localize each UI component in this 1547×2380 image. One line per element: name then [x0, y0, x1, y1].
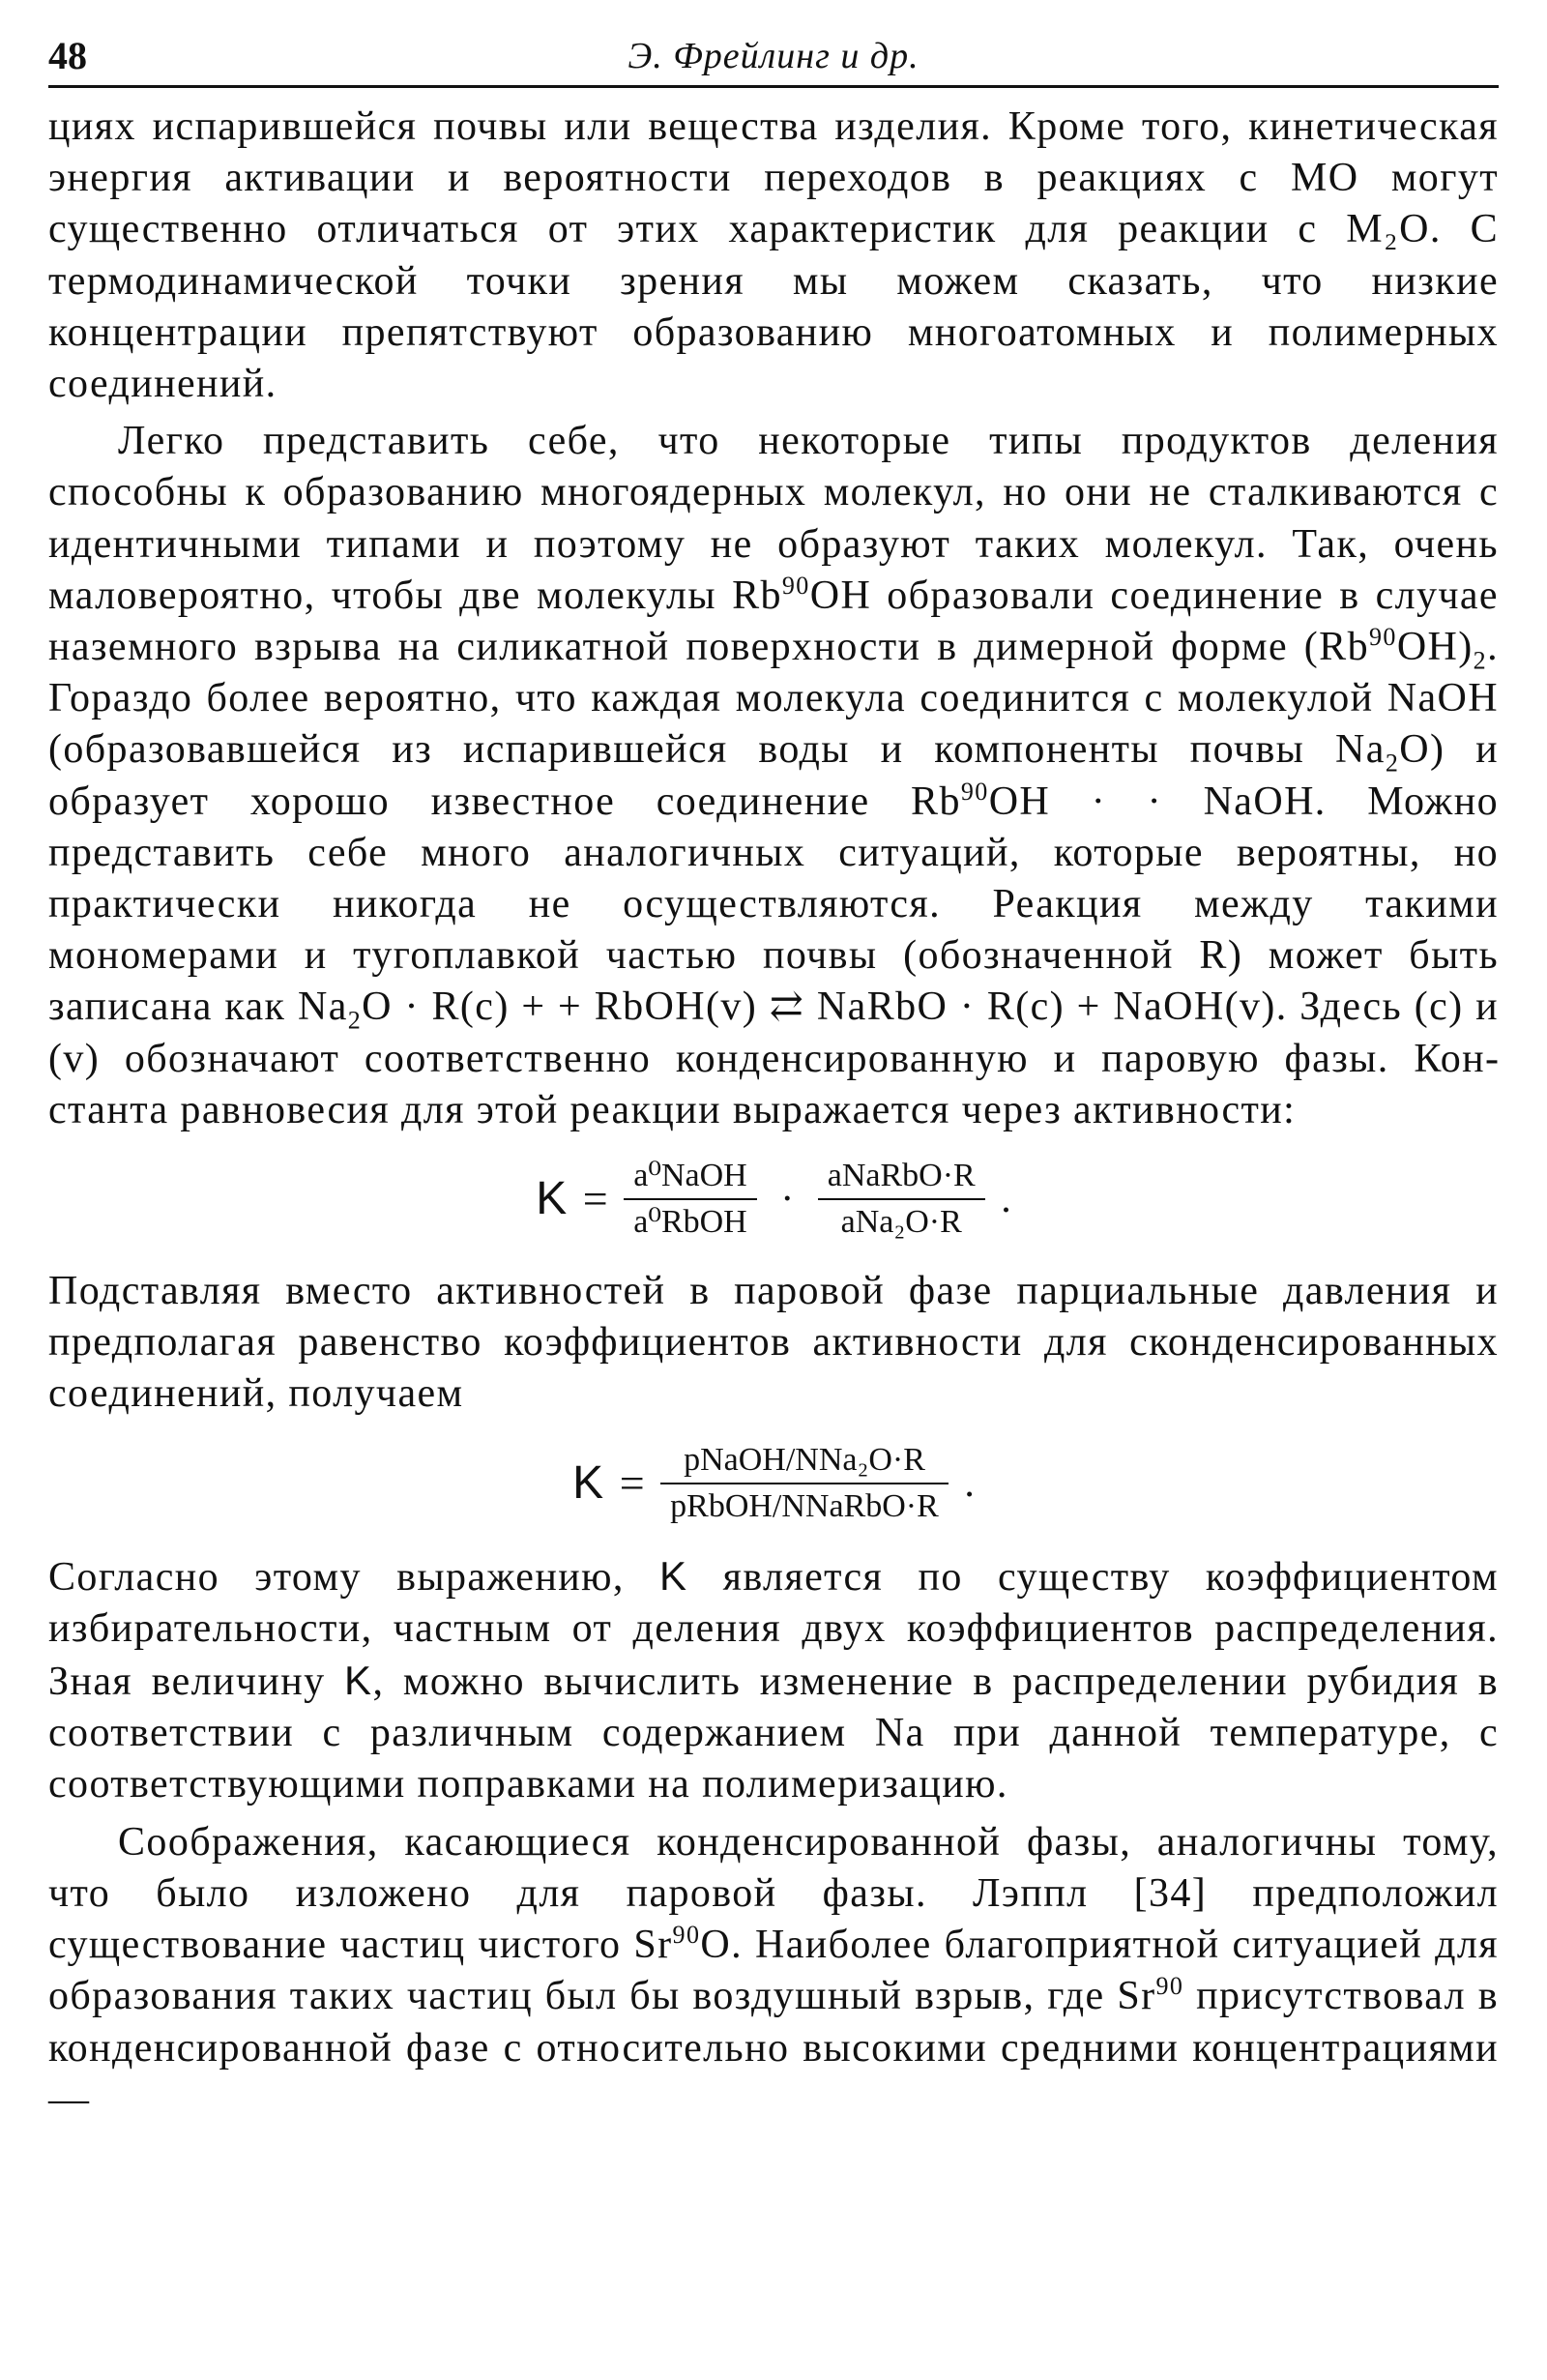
running-head: Э. Фрейлинг и др.: [628, 36, 919, 76]
paragraph-4: [48, 1550, 1499, 1811]
formula-equals: =: [582, 1174, 608, 1224]
formula-equals: =: [619, 1457, 645, 1508]
fraction-vapor-activities: [624, 1160, 757, 1239]
isotope-superscript: 90: [1368, 623, 1397, 652]
paragraph-5-text: O. Наиболее благоприятной ситуацией для образования таких частиц был бы воздушный взрыв, где Sr: [48, 1923, 1499, 2019]
constant-k: K: [659, 1552, 688, 1599]
paragraph-2-text: OH · · NaOH. Можно представить себе много аналогичных ситуаций, которые вероятны, но практически никогда не осуществляются. Реакция между такими мономерами и тугоплавкой частью почвы (обозначенной R) может быть записана как Na: [48, 779, 1499, 1030]
constant-k: K: [344, 1658, 373, 1704]
subscript: 2: [347, 1006, 363, 1035]
isotope-superscript: 90: [781, 571, 810, 600]
paragraph-2-text: O · R(c) + + RbOH(v) ⇄ NaRbO · R(c) + NaOH(v). Здесь (c) и (v) обозначают соответственно конденсированную и паровую фазы. Константа равновесия для этой реакции выражается через активности:: [48, 984, 1499, 1132]
subscript: 2: [1473, 646, 1488, 675]
isotope-superscript: 90: [960, 777, 989, 806]
fraction-numerator: pNaOH/NNa₂O·R: [684, 1441, 925, 1478]
paragraph-5-text: Соображения, касающиеся конденсированной фазы, аналогичны тому, что было изложено для паровой фазы. Лэппл [34] предположил существование частиц чистого Sr: [48, 1819, 1499, 1968]
page-number: 48: [48, 34, 87, 77]
paragraph-2-text: OH образовали соединение в случае наземного взрыва на силикатной поверхности в димерной форме (Rb: [48, 573, 1499, 670]
fraction-condensed-activities: [818, 1160, 985, 1239]
book-page: [48, 21, 1499, 2126]
formula-lhs: K: [572, 1456, 604, 1509]
paragraph-4-text: является по существу коэффициентом избирательности, частным от деления двух коэффициентов распределения. Зная величину: [48, 1554, 1499, 1705]
subscript: 2: [1385, 749, 1400, 778]
fraction-numerator: aNaRbO·R: [827, 1158, 976, 1194]
fraction-denominator: a⁰RbOH: [624, 1198, 757, 1239]
paragraph-3: Подставляя вместо активностей в паровой фазе парциальные давления и предполагая равенство коэффициентов активности для сконденсированных соединений, получаем: [48, 1269, 1499, 1417]
fraction-denominator: pRbOH/NNaRbO·R: [660, 1483, 949, 1523]
paragraph-2: [48, 416, 1499, 1136]
isotope-superscript: 90: [1155, 1972, 1184, 2001]
formula-period: .: [964, 1460, 975, 1506]
formula-lhs: K: [536, 1173, 568, 1225]
paragraph-2-text: OH): [1396, 625, 1474, 670]
partial-pressure-formula: [48, 1441, 1499, 1524]
paragraph-5: [48, 1817, 1499, 2126]
paragraph-2-text: Легко представить себе, что некоторые типы продуктов деления способны к образованию многоядерных молекул, но они не сталкиваются с идентичными типами и поэтому не образуют таких молекул. Так, очень маловероятно, чтобы две молекулы Rb: [48, 419, 1499, 618]
fraction-pressure-ratio: [660, 1441, 949, 1524]
paragraph-1: циях испарившейся почвы или вещества изделия. Кроме того, кинетическая энергия активации и вероятности переходов в реакциях с МО могут существенно отличаться от этих характеристик для реакции с M₂O. С термодинамической точки зрения мы можем сказать, что низкие концентрации препятствуют образованию многоатомных и полимерных соединений.: [48, 104, 1499, 407]
paragraph-4-text: , можно вычислить изменение в распределении рубидия в соответствии с различным содержанием Na при данной температуре, с соответствующими поправками на полимеризацию.: [48, 1660, 1499, 1807]
formula-multiply-dot: ·: [780, 1177, 795, 1222]
paragraph-2-text: . Гораздо более вероятно, что каждая молекула соединится с молекулой NaOH (образовавшейся из испарившейся воды и компоненты почвы Na: [48, 625, 1499, 773]
header-rule: [48, 85, 1499, 88]
isotope-superscript: 90: [672, 1921, 701, 1950]
paragraph-4-text: Согласно этому выражению,: [48, 1554, 659, 1600]
fraction-denominator: aNa₂O·R: [818, 1198, 985, 1239]
page-header: [48, 21, 1499, 79]
equilibrium-constant-formula: [48, 1160, 1499, 1239]
paragraph-5-text: присутствовал в конденсированной фазе с относительно высокими средними концентрациями —: [48, 1974, 1499, 2122]
fraction-numerator: a⁰NaOH: [633, 1158, 747, 1194]
formula-period: .: [1001, 1177, 1011, 1222]
paragraph-2-text: O) и образует хорошо известное соединение Rb: [48, 727, 1499, 824]
